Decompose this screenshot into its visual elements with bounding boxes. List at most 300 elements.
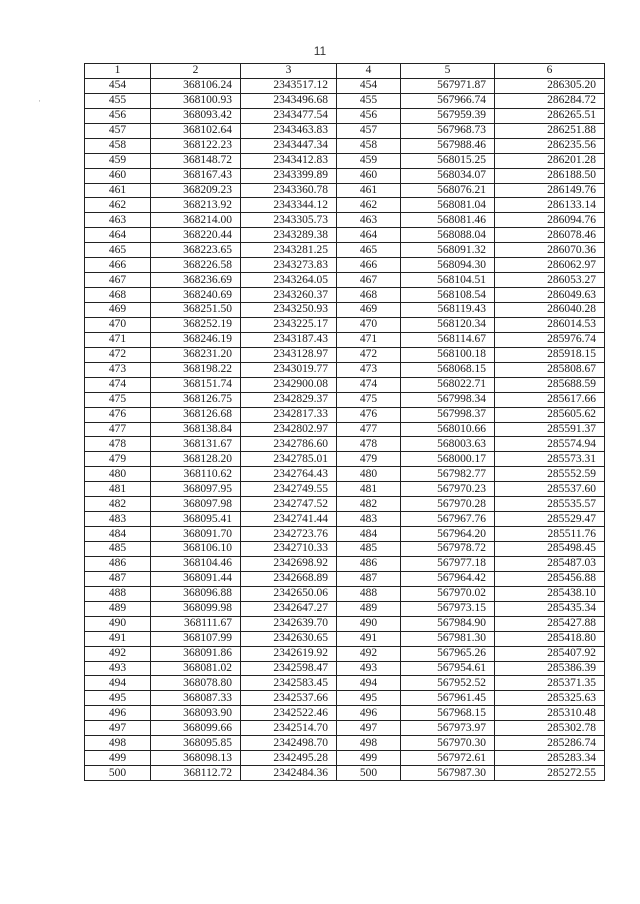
point-number-a-cell: 488	[85, 586, 151, 601]
table-row	[85, 168, 605, 183]
point-number-a-cell: 481	[85, 482, 151, 497]
table-body	[85, 78, 605, 780]
point-number-b-cell: 468	[337, 288, 401, 303]
table-row	[85, 646, 605, 661]
coordinate-y-a-cell: 2343250.93	[241, 303, 337, 318]
coordinate-x-a-cell: 368122.23	[151, 138, 241, 153]
point-number-b-cell: 492	[337, 646, 401, 661]
table-row	[85, 766, 605, 781]
coordinate-x-b-cell: 567970.23	[401, 482, 495, 497]
table-row	[85, 153, 605, 168]
coordinate-x-a-cell: 368240.69	[151, 288, 241, 303]
point-number-b-cell: 481	[337, 482, 401, 497]
table-row	[85, 751, 605, 766]
point-number-b-cell: 459	[337, 153, 401, 168]
coordinate-x-b-cell: 567982.77	[401, 467, 495, 482]
coordinate-y-b-cell: 285438.10	[495, 586, 605, 601]
coordinate-y-b-cell: 285272.55	[495, 766, 605, 781]
point-number-b-cell: 493	[337, 661, 401, 676]
coordinate-x-a-cell: 368107.99	[151, 631, 241, 646]
column-header: 5	[401, 64, 495, 79]
point-number-a-cell: 462	[85, 198, 151, 213]
coordinate-y-b-cell: 286053.27	[495, 273, 605, 288]
coordinate-y-a-cell: 2343463.83	[241, 123, 337, 138]
coordinate-x-a-cell: 368096.88	[151, 586, 241, 601]
point-number-a-cell: 465	[85, 243, 151, 258]
point-number-a-cell: 483	[85, 512, 151, 527]
coordinate-x-b-cell: 567964.20	[401, 527, 495, 542]
coordinate-x-a-cell: 368151.74	[151, 377, 241, 392]
coordinate-x-b-cell: 568114.67	[401, 332, 495, 347]
coordinate-y-b-cell: 286188.50	[495, 168, 605, 183]
coordinate-x-b-cell: 568003.63	[401, 437, 495, 452]
point-number-b-cell: 479	[337, 452, 401, 467]
coordinate-x-a-cell: 368091.70	[151, 527, 241, 542]
coordinate-x-a-cell: 368231.20	[151, 347, 241, 362]
point-number-a-cell: 472	[85, 347, 151, 362]
table-row	[85, 601, 605, 616]
coordinate-x-b-cell: 567978.72	[401, 542, 495, 557]
table-row	[85, 288, 605, 303]
coordinate-x-b-cell: 568119.43	[401, 303, 495, 318]
point-number-a-cell: 489	[85, 601, 151, 616]
coordinate-y-a-cell: 2342583.45	[241, 676, 337, 691]
table-row	[85, 676, 605, 691]
coordinate-x-a-cell: 368112.72	[151, 766, 241, 781]
coordinate-y-b-cell: 286062.97	[495, 258, 605, 273]
coordinate-y-a-cell: 2343447.34	[241, 138, 337, 153]
coordinate-y-a-cell: 2342747.52	[241, 497, 337, 512]
coordinate-x-b-cell: 568081.04	[401, 198, 495, 213]
coordinate-x-b-cell: 567973.97	[401, 721, 495, 736]
coordinate-x-a-cell: 368093.42	[151, 108, 241, 123]
coordinate-y-a-cell: 2342723.76	[241, 527, 337, 542]
coordinate-x-b-cell: 568015.25	[401, 153, 495, 168]
coordinate-x-b-cell: 567984.90	[401, 616, 495, 631]
coordinate-y-a-cell: 2342647.27	[241, 601, 337, 616]
point-number-b-cell: 485	[337, 542, 401, 557]
coordinate-x-a-cell: 368100.93	[151, 93, 241, 108]
coordinate-y-a-cell: 2343281.25	[241, 243, 337, 258]
point-number-b-cell: 460	[337, 168, 401, 183]
coordinate-x-a-cell: 368097.98	[151, 497, 241, 512]
table-row	[85, 527, 605, 542]
table-row	[85, 108, 605, 123]
point-number-a-cell: 460	[85, 168, 151, 183]
point-number-a-cell: 494	[85, 676, 151, 691]
point-number-a-cell: 464	[85, 228, 151, 243]
coordinate-y-a-cell: 2343264.05	[241, 273, 337, 288]
coordinate-x-a-cell: 368126.75	[151, 392, 241, 407]
table-row	[85, 556, 605, 571]
coordinate-y-a-cell: 2342698.92	[241, 556, 337, 571]
point-number-b-cell: 476	[337, 407, 401, 422]
coordinate-y-b-cell: 285487.03	[495, 556, 605, 571]
coordinate-y-b-cell: 285605.62	[495, 407, 605, 422]
coordinate-x-a-cell: 368251.50	[151, 303, 241, 318]
point-number-a-cell: 478	[85, 437, 151, 452]
coordinate-y-b-cell: 286014.53	[495, 317, 605, 332]
table-row	[85, 616, 605, 631]
coordinate-y-a-cell: 2342522.46	[241, 706, 337, 721]
page-number: 11	[313, 44, 327, 58]
coordinate-y-a-cell: 2342484.36	[241, 766, 337, 781]
point-number-b-cell: 465	[337, 243, 401, 258]
coordinate-x-a-cell: 368126.68	[151, 407, 241, 422]
coordinate-y-a-cell: 2342749.55	[241, 482, 337, 497]
table-row	[85, 631, 605, 646]
point-number-b-cell: 491	[337, 631, 401, 646]
coordinate-y-a-cell: 2342630.65	[241, 631, 337, 646]
point-number-b-cell: 494	[337, 676, 401, 691]
coordinate-x-b-cell: 567998.37	[401, 407, 495, 422]
table-row	[85, 736, 605, 751]
margin-mark: ·	[38, 96, 41, 106]
point-number-b-cell: 500	[337, 766, 401, 781]
coordinate-y-b-cell: 286133.14	[495, 198, 605, 213]
point-number-a-cell: 480	[85, 467, 151, 482]
table-row	[85, 347, 605, 362]
coordinate-x-b-cell: 567971.87	[401, 78, 495, 93]
coordinate-y-b-cell: 285529.47	[495, 512, 605, 527]
coordinate-y-a-cell: 2342650.06	[241, 586, 337, 601]
coordinate-x-a-cell: 368102.64	[151, 123, 241, 138]
coordinate-x-b-cell: 568081.46	[401, 213, 495, 228]
coordinate-y-b-cell: 285325.63	[495, 691, 605, 706]
coordinate-y-a-cell: 2343305.73	[241, 213, 337, 228]
table-row	[85, 258, 605, 273]
coordinate-x-b-cell: 567964.42	[401, 571, 495, 586]
point-number-a-cell: 468	[85, 288, 151, 303]
coordinate-y-a-cell: 2343128.97	[241, 347, 337, 362]
coordinate-x-a-cell: 368223.65	[151, 243, 241, 258]
column-header: 6	[495, 64, 605, 79]
coordinate-y-b-cell: 285386.39	[495, 661, 605, 676]
coordinate-x-a-cell: 368213.92	[151, 198, 241, 213]
coordinate-y-b-cell: 285302.78	[495, 721, 605, 736]
table-row	[85, 198, 605, 213]
point-number-a-cell: 479	[85, 452, 151, 467]
coordinate-y-a-cell: 2342498.70	[241, 736, 337, 751]
table-row	[85, 243, 605, 258]
coordinate-x-b-cell: 567998.34	[401, 392, 495, 407]
coordinate-y-a-cell: 2342514.70	[241, 721, 337, 736]
coordinate-y-b-cell: 285573.31	[495, 452, 605, 467]
point-number-b-cell: 461	[337, 183, 401, 198]
header-row	[85, 64, 605, 79]
table-row	[85, 213, 605, 228]
coordinate-y-a-cell: 2343187.43	[241, 332, 337, 347]
coordinate-x-a-cell: 368087.33	[151, 691, 241, 706]
point-number-b-cell: 480	[337, 467, 401, 482]
coordinate-x-b-cell: 568108.54	[401, 288, 495, 303]
table-row	[85, 691, 605, 706]
point-number-a-cell: 470	[85, 317, 151, 332]
point-number-a-cell: 475	[85, 392, 151, 407]
coordinate-y-b-cell: 286078.46	[495, 228, 605, 243]
coordinate-x-b-cell: 567965.26	[401, 646, 495, 661]
table-row	[85, 407, 605, 422]
table-row	[85, 571, 605, 586]
point-number-b-cell: 462	[337, 198, 401, 213]
table-row	[85, 123, 605, 138]
coordinate-y-b-cell: 285591.37	[495, 422, 605, 437]
table-row	[85, 317, 605, 332]
coordinate-y-a-cell: 2342785.01	[241, 452, 337, 467]
point-number-a-cell: 466	[85, 258, 151, 273]
coordinate-y-a-cell: 2342710.33	[241, 542, 337, 557]
coordinate-y-b-cell: 285552.59	[495, 467, 605, 482]
coordinate-x-a-cell: 368091.86	[151, 646, 241, 661]
point-number-b-cell: 488	[337, 586, 401, 601]
table-row	[85, 93, 605, 108]
table-row	[85, 332, 605, 347]
point-number-b-cell: 498	[337, 736, 401, 751]
coordinate-x-a-cell: 368081.02	[151, 661, 241, 676]
point-number-b-cell: 471	[337, 332, 401, 347]
point-number-a-cell: 471	[85, 332, 151, 347]
coordinate-y-b-cell: 285511.76	[495, 527, 605, 542]
coordinate-x-b-cell: 568000.17	[401, 452, 495, 467]
coordinate-y-b-cell: 286305.20	[495, 78, 605, 93]
point-number-b-cell: 467	[337, 273, 401, 288]
point-number-b-cell: 456	[337, 108, 401, 123]
table-row	[85, 721, 605, 736]
point-number-a-cell: 495	[85, 691, 151, 706]
coordinate-x-a-cell: 368198.22	[151, 362, 241, 377]
coordinate-x-a-cell: 368095.85	[151, 736, 241, 751]
coordinate-y-b-cell: 285371.35	[495, 676, 605, 691]
table-row	[85, 467, 605, 482]
point-number-b-cell: 454	[337, 78, 401, 93]
coordinate-x-a-cell: 368252.19	[151, 317, 241, 332]
coordinate-y-a-cell: 2343289.38	[241, 228, 337, 243]
table-row	[85, 362, 605, 377]
coordinate-x-a-cell: 368138.84	[151, 422, 241, 437]
coordinate-x-a-cell: 368099.66	[151, 721, 241, 736]
coordinate-y-b-cell: 285537.60	[495, 482, 605, 497]
point-number-a-cell: 473	[85, 362, 151, 377]
table-row	[85, 512, 605, 527]
coordinate-y-a-cell: 2343477.54	[241, 108, 337, 123]
coordinate-x-a-cell: 368111.67	[151, 616, 241, 631]
coordinate-y-b-cell: 285283.34	[495, 751, 605, 766]
point-number-a-cell: 485	[85, 542, 151, 557]
column-header: 2	[151, 64, 241, 79]
point-number-b-cell: 487	[337, 571, 401, 586]
point-number-b-cell: 499	[337, 751, 401, 766]
coordinate-y-a-cell: 2343412.83	[241, 153, 337, 168]
point-number-b-cell: 472	[337, 347, 401, 362]
coordinate-y-b-cell: 286094.76	[495, 213, 605, 228]
coordinate-x-b-cell: 568094.30	[401, 258, 495, 273]
coordinate-x-a-cell: 368095.41	[151, 512, 241, 527]
coordinate-x-b-cell: 567961.45	[401, 691, 495, 706]
coordinate-x-b-cell: 568088.04	[401, 228, 495, 243]
point-number-a-cell: 477	[85, 422, 151, 437]
coordinate-x-b-cell: 567970.30	[401, 736, 495, 751]
coordinate-x-b-cell: 567970.28	[401, 497, 495, 512]
point-number-b-cell: 484	[337, 527, 401, 542]
point-number-a-cell: 474	[85, 377, 151, 392]
point-number-a-cell: 482	[85, 497, 151, 512]
point-number-a-cell: 490	[85, 616, 151, 631]
coordinate-x-b-cell: 567959.39	[401, 108, 495, 123]
point-number-a-cell: 476	[85, 407, 151, 422]
coordinate-y-b-cell: 285286.74	[495, 736, 605, 751]
coordinate-x-b-cell: 568022.71	[401, 377, 495, 392]
table-row	[85, 78, 605, 93]
point-number-b-cell: 466	[337, 258, 401, 273]
coordinate-x-b-cell: 567972.61	[401, 751, 495, 766]
point-number-a-cell: 499	[85, 751, 151, 766]
coordinate-y-a-cell: 2343360.78	[241, 183, 337, 198]
table-row	[85, 303, 605, 318]
coordinate-y-a-cell: 2342900.08	[241, 377, 337, 392]
coordinate-x-a-cell: 368110.62	[151, 467, 241, 482]
coordinate-y-b-cell: 286149.76	[495, 183, 605, 198]
table-row	[85, 482, 605, 497]
coordinate-y-a-cell: 2343399.89	[241, 168, 337, 183]
coordinate-y-a-cell: 2342829.37	[241, 392, 337, 407]
point-number-b-cell: 464	[337, 228, 401, 243]
coordinate-y-b-cell: 285418.80	[495, 631, 605, 646]
point-number-b-cell: 486	[337, 556, 401, 571]
point-number-b-cell: 495	[337, 691, 401, 706]
coordinate-x-a-cell: 368226.58	[151, 258, 241, 273]
coordinate-x-b-cell: 567968.73	[401, 123, 495, 138]
coordinate-y-b-cell: 286235.56	[495, 138, 605, 153]
point-number-a-cell: 500	[85, 766, 151, 781]
coordinate-y-a-cell: 2343019.77	[241, 362, 337, 377]
coordinate-y-a-cell: 2342619.92	[241, 646, 337, 661]
coordinate-y-b-cell: 285427.88	[495, 616, 605, 631]
coordinate-x-b-cell: 567952.52	[401, 676, 495, 691]
coordinate-y-b-cell: 285498.45	[495, 542, 605, 557]
coordinate-x-a-cell: 368093.90	[151, 706, 241, 721]
coordinate-y-a-cell: 2343273.83	[241, 258, 337, 273]
coordinate-x-a-cell: 368246.19	[151, 332, 241, 347]
coordinate-y-a-cell: 2343225.17	[241, 317, 337, 332]
coordinate-y-a-cell: 2343344.12	[241, 198, 337, 213]
point-number-a-cell: 484	[85, 527, 151, 542]
point-number-a-cell: 459	[85, 153, 151, 168]
point-number-b-cell: 490	[337, 616, 401, 631]
coordinate-y-b-cell: 285617.66	[495, 392, 605, 407]
point-number-a-cell: 497	[85, 721, 151, 736]
coordinate-y-b-cell: 285456.88	[495, 571, 605, 586]
coordinate-x-a-cell: 368209.23	[151, 183, 241, 198]
coordinate-y-b-cell: 285574.94	[495, 437, 605, 452]
coordinate-x-b-cell: 567988.46	[401, 138, 495, 153]
table-row	[85, 377, 605, 392]
coordinate-x-a-cell: 368148.72	[151, 153, 241, 168]
coordinate-y-b-cell: 286070.36	[495, 243, 605, 258]
coordinate-y-a-cell: 2342537.66	[241, 691, 337, 706]
point-number-a-cell: 458	[85, 138, 151, 153]
table-row	[85, 273, 605, 288]
column-header: 3	[241, 64, 337, 79]
coordinate-y-b-cell: 285435.34	[495, 601, 605, 616]
coordinate-x-a-cell: 368091.44	[151, 571, 241, 586]
point-number-b-cell: 457	[337, 123, 401, 138]
table-row	[85, 392, 605, 407]
table-row	[85, 497, 605, 512]
table-row	[85, 183, 605, 198]
coordinate-y-b-cell: 285976.74	[495, 332, 605, 347]
coordinate-x-b-cell: 567973.15	[401, 601, 495, 616]
coordinate-y-b-cell: 285808.67	[495, 362, 605, 377]
coordinate-y-b-cell: 285535.57	[495, 497, 605, 512]
point-number-b-cell: 469	[337, 303, 401, 318]
point-number-b-cell: 455	[337, 93, 401, 108]
point-number-b-cell: 463	[337, 213, 401, 228]
coordinate-x-b-cell: 568068.15	[401, 362, 495, 377]
column-header: 4	[337, 64, 401, 79]
coordinate-x-b-cell: 567981.30	[401, 631, 495, 646]
coordinate-x-b-cell: 568010.66	[401, 422, 495, 437]
table-row	[85, 586, 605, 601]
table-row	[85, 452, 605, 467]
coordinate-x-a-cell: 368131.67	[151, 437, 241, 452]
coordinate-y-a-cell: 2342786.60	[241, 437, 337, 452]
coordinate-x-b-cell: 568120.34	[401, 317, 495, 332]
coordinate-x-a-cell: 368106.24	[151, 78, 241, 93]
point-number-b-cell: 470	[337, 317, 401, 332]
coordinate-y-a-cell: 2343496.68	[241, 93, 337, 108]
coordinate-x-b-cell: 568091.32	[401, 243, 495, 258]
point-number-a-cell: 456	[85, 108, 151, 123]
coordinate-y-a-cell: 2342764.43	[241, 467, 337, 482]
point-number-a-cell: 463	[85, 213, 151, 228]
coordinate-x-b-cell: 568104.51	[401, 273, 495, 288]
coordinate-x-a-cell: 368097.95	[151, 482, 241, 497]
coordinate-x-b-cell: 568076.21	[401, 183, 495, 198]
coordinate-y-a-cell: 2342495.28	[241, 751, 337, 766]
coordinate-y-b-cell: 286201.28	[495, 153, 605, 168]
coordinate-y-b-cell: 285918.15	[495, 347, 605, 362]
point-number-b-cell: 497	[337, 721, 401, 736]
table-row	[85, 422, 605, 437]
coordinate-y-b-cell: 286049.63	[495, 288, 605, 303]
point-number-a-cell: 467	[85, 273, 151, 288]
coordinate-x-a-cell: 368098.13	[151, 751, 241, 766]
coordinate-x-a-cell: 368214.00	[151, 213, 241, 228]
coordinate-x-b-cell: 568100.18	[401, 347, 495, 362]
coordinate-y-a-cell: 2343517.12	[241, 78, 337, 93]
point-number-b-cell: 473	[337, 362, 401, 377]
coordinate-x-a-cell: 368128.20	[151, 452, 241, 467]
table-row	[85, 661, 605, 676]
coordinate-y-b-cell: 286251.88	[495, 123, 605, 138]
coordinate-y-a-cell: 2342598.47	[241, 661, 337, 676]
point-number-b-cell: 458	[337, 138, 401, 153]
table-row	[85, 228, 605, 243]
coordinate-y-b-cell: 285310.48	[495, 706, 605, 721]
point-number-b-cell: 477	[337, 422, 401, 437]
column-header: 1	[85, 64, 151, 79]
point-number-b-cell: 482	[337, 497, 401, 512]
point-number-a-cell: 498	[85, 736, 151, 751]
coordinate-y-b-cell: 286284.72	[495, 93, 605, 108]
point-number-b-cell: 474	[337, 377, 401, 392]
coordinate-x-a-cell: 368167.43	[151, 168, 241, 183]
coordinate-y-a-cell: 2342668.89	[241, 571, 337, 586]
table-row	[85, 437, 605, 452]
coordinate-y-b-cell: 286265.51	[495, 108, 605, 123]
point-number-a-cell: 493	[85, 661, 151, 676]
coordinate-y-a-cell: 2342639.70	[241, 616, 337, 631]
